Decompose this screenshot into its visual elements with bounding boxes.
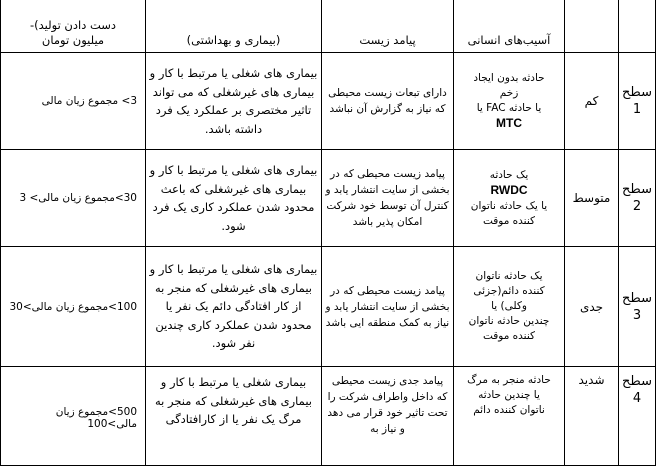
injury-cell: یک حادثه ناتوان کننده دائم(جزئی وکلی) یا چندین حادثه ناتوان کننده موقت <box>454 247 565 367</box>
level-cell: سطح 2 <box>619 150 656 247</box>
header-illness: (بیماری و بهداشتی) <box>146 0 322 53</box>
environment-cell: پیامد جدی زیست محیطی که داخل واطراف شرکت را تحت تاثیر خود قرار می دهد و نیاز به <box>322 367 454 466</box>
level-cell: سطح 3 <box>619 247 656 367</box>
illness-cell: بیماری های شغلی یا مرتبط با کار و بیماری های غیرشغلی که باعث محدود شدن عملکرد کاری یک فرد شود. <box>146 150 322 247</box>
severity-cell: شدید <box>565 367 619 466</box>
financial-cell: 30>مجموع زیان مالی> 3 <box>1 150 146 247</box>
table-row <box>1 53 656 150</box>
illness-cell: بیماری های شغلی یا مرتبط با کار و بیماری های غیرشغلی که منجر به از کار افتادگی دائم یک نفر یا محدود شدن عملکرد کاری چندین نفر شود. <box>146 247 322 367</box>
environment-cell: پیامد زیست محیطی که در بخشی از سایت انتشار یابد و کنترل آن توسط خود شرکت امکان پذیر باشد <box>322 150 454 247</box>
injury-cell: یک حادثه RWDC یا یک حادثه ناتوان کننده موقت <box>454 150 565 247</box>
financial-cell: 500>مجموع زیان مالی>100 <box>1 367 146 466</box>
injury-cell: حادثه بدون ایجاد زخم یا حادثه FAC یا MTC <box>454 53 565 150</box>
severity-cell: جدی <box>565 247 619 367</box>
severity-cell: متوسط <box>565 150 619 247</box>
level-cell: سطح 4 <box>619 367 656 466</box>
level-cell: سطح 1 <box>619 53 656 150</box>
header-financial: دست دادن تولید)- میلیون تومان <box>1 0 146 53</box>
illness-cell: بیماری های شغلی یا مرتبط با کار و بیماری های غیرشغلی که می تواند تاثیر مختصری بر عملکرد یک فرد داشته باشد. <box>146 53 322 150</box>
header-severity <box>565 0 619 53</box>
header-environment: پیامد زیست <box>322 0 454 53</box>
header-level <box>619 0 656 53</box>
table-row <box>1 150 656 247</box>
financial-cell: 3> مجموع زیان مالی <box>1 53 146 150</box>
header-injury: آسیب‌های انسانی <box>454 0 565 53</box>
financial-cell: 100>مجموع زیان مالی>30 <box>1 247 146 367</box>
table-header-row <box>1 0 656 53</box>
severity-cell: کم <box>565 53 619 150</box>
environment-cell: دارای تبعات زیست محیطی که نیاز به گزارش آن نباشد <box>322 53 454 150</box>
illness-cell: بیماری شغلی یا مرتبط با کار و بیماری های غیرشغلی که منجر به مرگ یک نفر یا از کارافتادگی <box>146 367 322 466</box>
table-row <box>1 367 656 466</box>
injury-cell: حادثه منجر به مرگ یا چندین حادثه ناتوان کننده دائم <box>454 367 565 466</box>
environment-cell: پیامد زیست محیطی که در بخشی از سایت انتشار یابد و نیاز به کمک منطقه ایی باشد <box>322 247 454 367</box>
table-row <box>1 247 656 367</box>
